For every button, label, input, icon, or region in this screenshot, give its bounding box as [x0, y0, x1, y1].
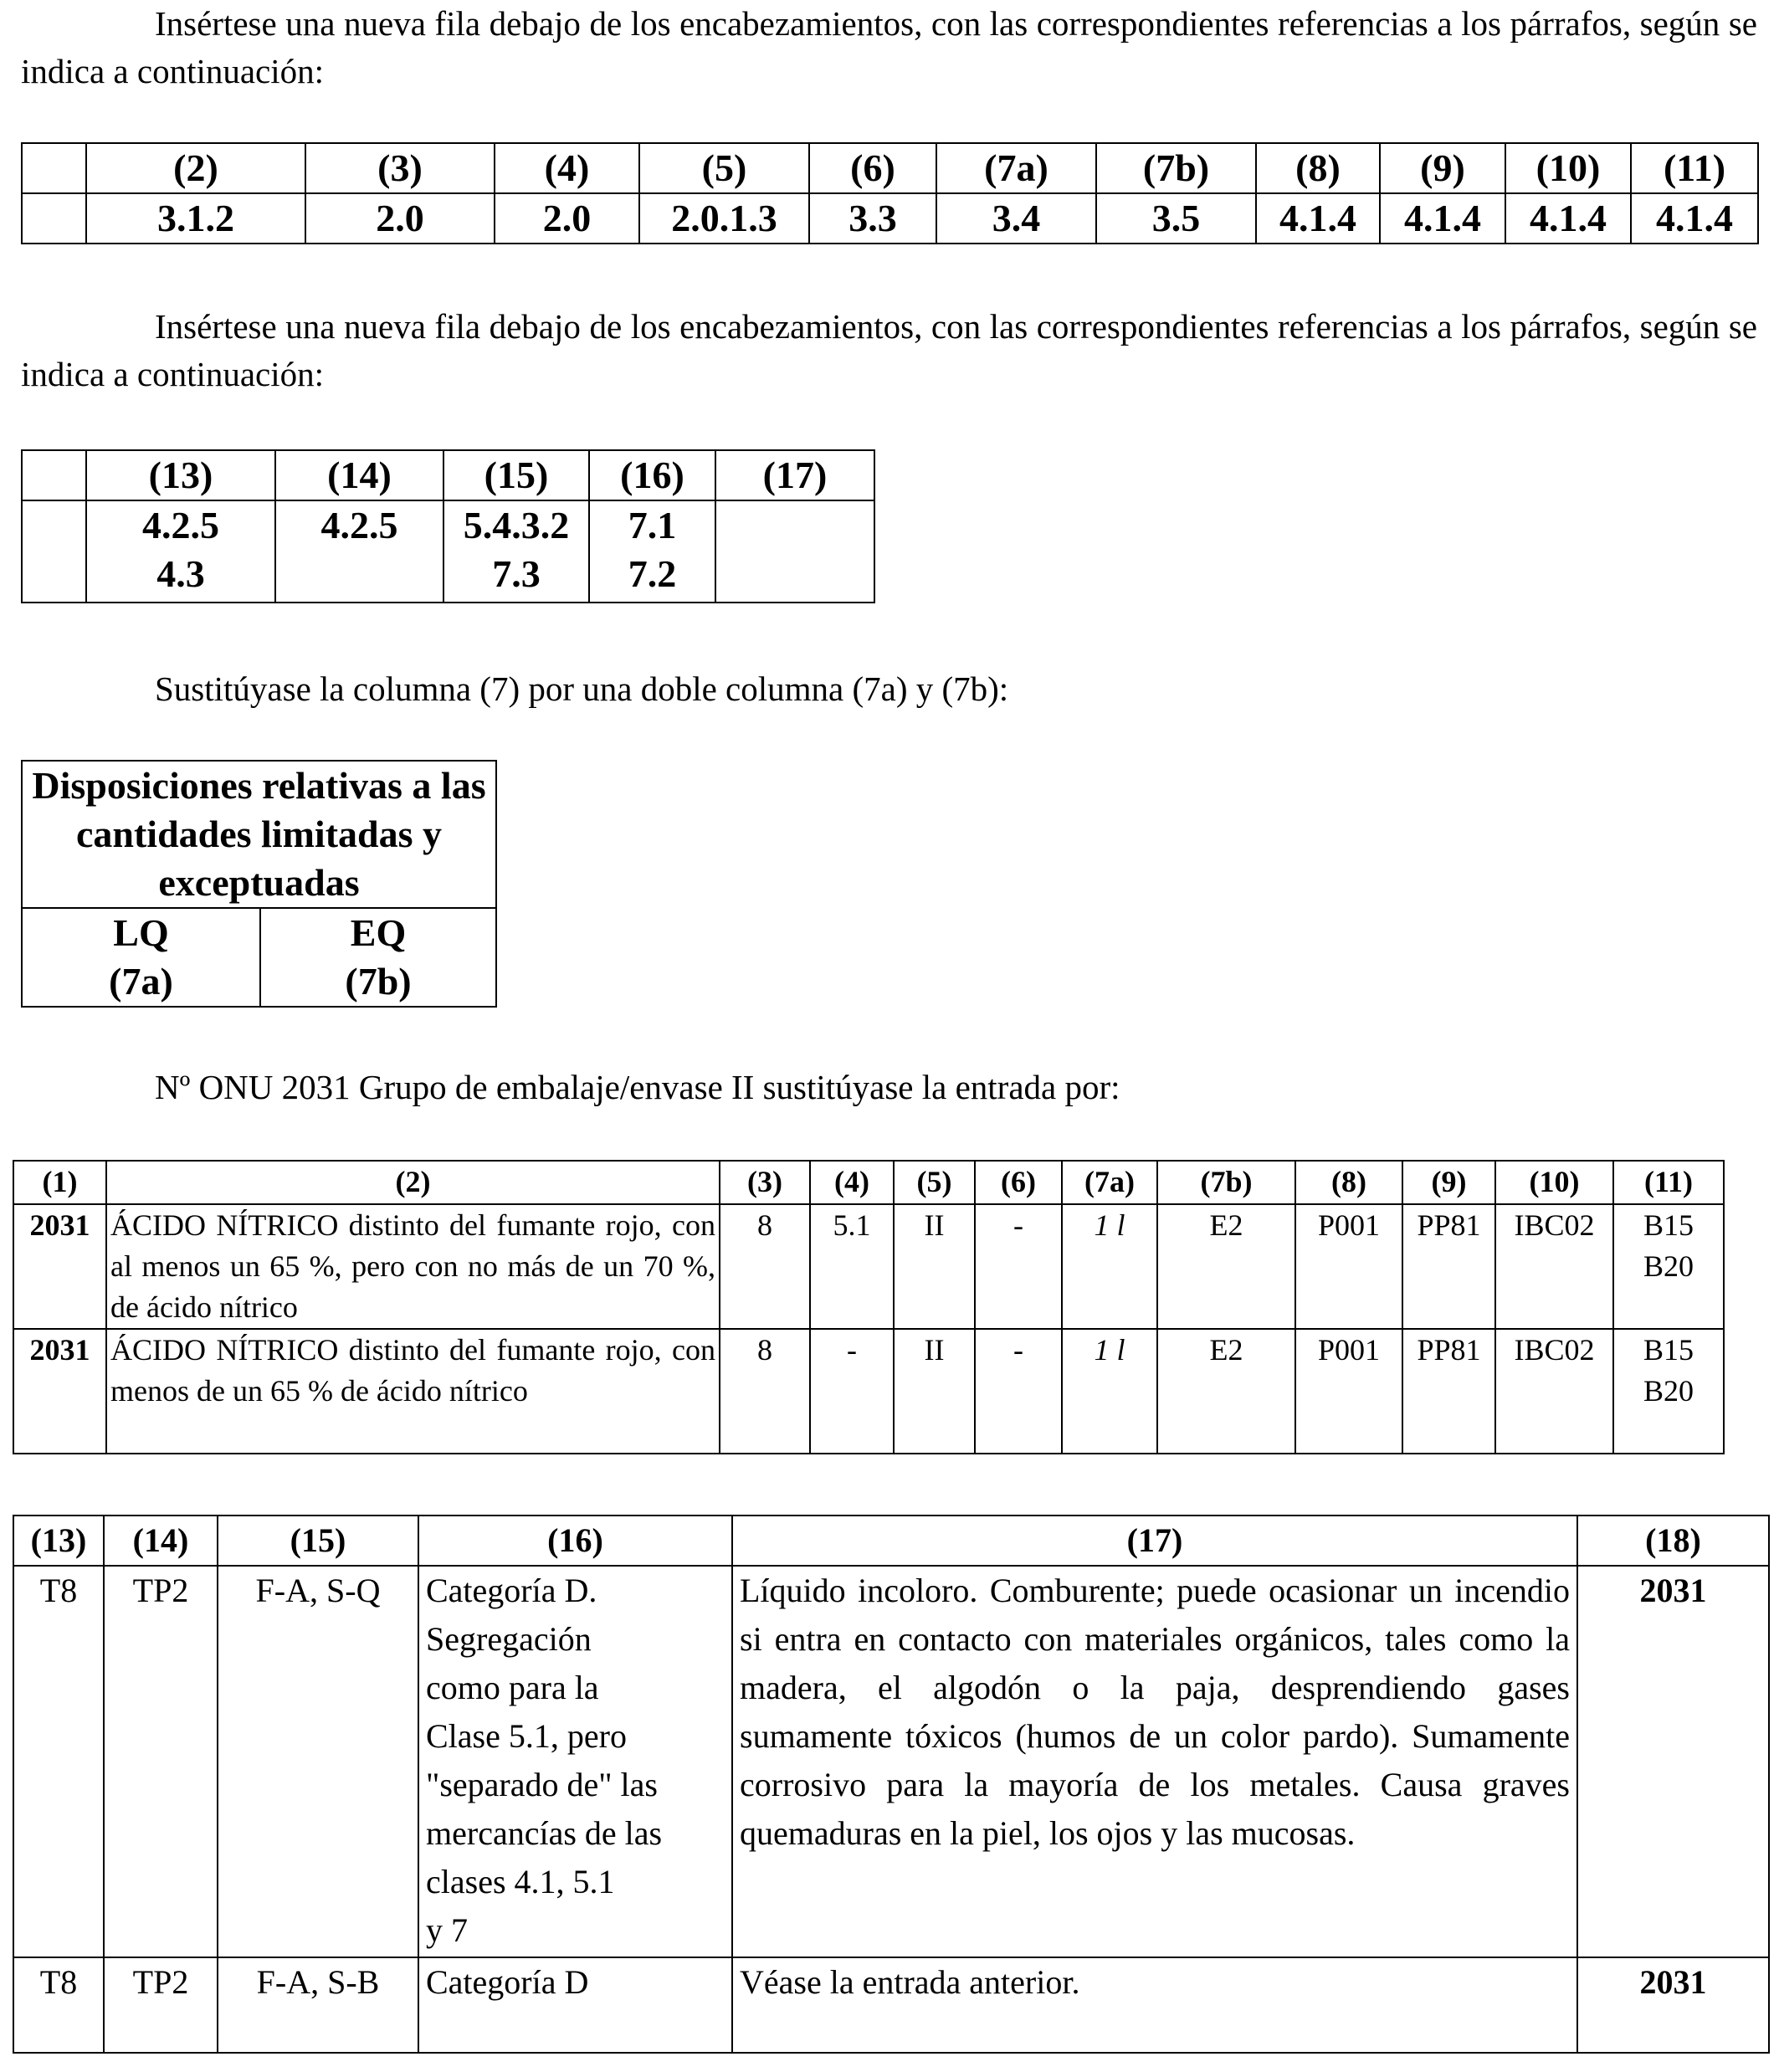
- instruction-paragraph-1: Insértese una nueva fila debajo de los encabezamientos, con las correspondientes referencias a los párrafos, según se indica a continuación:: [21, 4, 1757, 90]
- header-cell: (2): [86, 143, 305, 193]
- ref-cell: 4.1.4: [1505, 193, 1631, 244]
- reference-row: [22, 193, 1758, 244]
- reference-table-2: [21, 449, 875, 603]
- header-cell: (5): [639, 143, 809, 193]
- un-number-cell: 2031: [1577, 1566, 1769, 1957]
- packing-instruction-cell: P001: [1295, 1329, 1402, 1454]
- header-cell: (6): [975, 1161, 1062, 1204]
- header-cell: (11): [1613, 1161, 1724, 1204]
- header-cell: (17): [732, 1516, 1577, 1566]
- ref-cell: [715, 500, 874, 603]
- un-number-cell: 2031: [1577, 1957, 1769, 2053]
- header-cell: (9): [1402, 1161, 1495, 1204]
- eq-cell: EQ (7b): [260, 908, 496, 1007]
- ref-cell: 3.1.2: [86, 193, 305, 244]
- lq-cell: LQ (7a): [22, 908, 260, 1007]
- tank-provision-cell: TP2: [104, 1566, 218, 1957]
- ibc-instruction-cell: IBC02: [1495, 1204, 1613, 1329]
- ref-cell: 2.0: [495, 193, 639, 244]
- stowage-cell: Categoría D. Segregación como para la Clase 5.1, pero "separado de" las mercancías de las clases 4.1, 5.1 y 7: [418, 1566, 732, 1957]
- header-cell: (7a): [1062, 1161, 1157, 1204]
- special-provisions-cell: -: [975, 1329, 1062, 1454]
- header-cell: (10): [1495, 1161, 1613, 1204]
- header-row: [13, 1516, 1769, 1566]
- header-row: [13, 1161, 1724, 1204]
- ref-cell: [22, 193, 86, 244]
- header-cell: (13): [13, 1516, 104, 1566]
- ref-cell: 4.1.4: [1256, 193, 1380, 244]
- entry-table: [13, 1160, 1725, 1454]
- ref-cell: [22, 500, 86, 603]
- header-cell: (16): [589, 450, 715, 500]
- packing-provision-cell: PP81: [1402, 1329, 1495, 1454]
- table-row: [13, 1329, 1724, 1454]
- header-cell: (17): [715, 450, 874, 500]
- header-cell: (8): [1295, 1161, 1402, 1204]
- header-cell: (1): [13, 1161, 106, 1204]
- header-cell: (4): [810, 1161, 894, 1204]
- header-cell: (3): [720, 1161, 810, 1204]
- tank-provision-cell: TP2: [104, 1957, 218, 2053]
- header-cell: (10): [1505, 143, 1631, 193]
- ref-cell: 3.4: [936, 193, 1096, 244]
- description-cell: ÁCIDO NÍTRICO distinto del fumante rojo, con menos de un 65 % de ácido nítrico: [106, 1329, 720, 1454]
- ems-cell: F-A, S-Q: [218, 1566, 418, 1957]
- table-row: [13, 1566, 1769, 1957]
- excepted-quantity-cell: E2: [1157, 1204, 1295, 1329]
- entry-table-continued: [13, 1515, 1770, 2054]
- header-cell: (16): [418, 1516, 732, 1566]
- subsidiary-risk-cell: -: [810, 1329, 894, 1454]
- packing-provision-cell: PP81: [1402, 1204, 1495, 1329]
- header-cell: (14): [104, 1516, 218, 1566]
- instruction-paragraph-2: Insértese una nueva fila debajo de los encabezamientos, con las correspondientes referencias a los párrafos, según se indica a continuación:: [21, 307, 1757, 393]
- header-cell: (4): [495, 143, 639, 193]
- header-cell: (7b): [1096, 143, 1256, 193]
- header-cell: (5): [894, 1161, 975, 1204]
- header-cell: [22, 143, 86, 193]
- properties-cell: Líquido incoloro. Comburente; puede ocasionar un incendio si entra en contacto con materiales orgánicos, tales como la madera, el algodón o la paja, desprendiendo gases sumamente tóxicos (humos de un color pardo). Sumamente corrosivo para la mayoría de los metales. Causa graves quemaduras en la piel, los ojos y las mucosas.: [732, 1566, 1577, 1957]
- ibc-instruction-cell: IBC02: [1495, 1329, 1613, 1454]
- un-number-cell: 2031: [13, 1204, 106, 1329]
- header-cell: (14): [275, 450, 443, 500]
- header-cell: (7b): [1157, 1161, 1295, 1204]
- tank-instruction-cell: T8: [13, 1957, 104, 2053]
- excepted-quantity-cell: E2: [1157, 1329, 1295, 1454]
- limited-quantity-cell: 1 l: [1062, 1204, 1157, 1329]
- class-cell: 8: [720, 1204, 810, 1329]
- header-cell: (9): [1380, 143, 1505, 193]
- instruction-paragraph-4: Nº ONU 2031 Grupo de embalaje/envase II sustitúyase la entrada por:: [155, 1068, 1120, 1106]
- header-cell: (15): [443, 450, 589, 500]
- packing-group-cell: II: [894, 1329, 975, 1454]
- ref-cell: 3.5: [1096, 193, 1256, 244]
- description-cell: ÁCIDO NÍTRICO distinto del fumante rojo, con al menos un 65 %, pero con no más de un 70 %, de ácido nítrico: [106, 1204, 720, 1329]
- class-cell: 8: [720, 1329, 810, 1454]
- table-row: [13, 1957, 1769, 2053]
- properties-cell: Véase la entrada anterior.: [732, 1957, 1577, 2053]
- un-number-cell: 2031: [13, 1329, 106, 1454]
- subsidiary-risk-cell: 5.1: [810, 1204, 894, 1329]
- header-cell: [22, 450, 86, 500]
- title-row: [22, 761, 496, 908]
- reference-table-1: [21, 142, 1759, 244]
- sub-header-row: [22, 908, 496, 1007]
- header-cell: (7a): [936, 143, 1096, 193]
- header-cell: (13): [86, 450, 275, 500]
- ref-cell: 4.2.5 4.3: [86, 500, 275, 603]
- header-cell: (11): [1631, 143, 1758, 193]
- special-provisions-cell: -: [975, 1204, 1062, 1329]
- ref-cell: 2.0.1.3: [639, 193, 809, 244]
- ref-cell: 4.1.4: [1631, 193, 1758, 244]
- ems-cell: F-A, S-B: [218, 1957, 418, 2053]
- header-row: [22, 450, 874, 500]
- ref-cell: 2.0: [305, 193, 495, 244]
- ref-cell: 4.1.4: [1380, 193, 1505, 244]
- packing-group-cell: II: [894, 1204, 975, 1329]
- stowage-cell: Categoría D: [418, 1957, 732, 2053]
- instruction-paragraph-3: Sustitúyase la columna (7) por una doble columna (7a) y (7b):: [155, 669, 1009, 708]
- limited-quantity-cell: 1 l: [1062, 1329, 1157, 1454]
- header-cell: (3): [305, 143, 495, 193]
- header-cell: (8): [1256, 143, 1380, 193]
- table-row: [13, 1204, 1724, 1329]
- ibc-provision-cell: B15 B20: [1613, 1204, 1724, 1329]
- tank-instruction-cell: T8: [13, 1566, 104, 1957]
- quantities-table: [21, 760, 497, 1008]
- header-cell: (18): [1577, 1516, 1769, 1566]
- table-title: Disposiciones relativas a las cantidades limitadas y exceptuadas: [22, 761, 496, 908]
- ref-cell: 7.1 7.2: [589, 500, 715, 603]
- ref-cell: 3.3: [809, 193, 936, 244]
- reference-row: [22, 500, 874, 603]
- header-cell: (2): [106, 1161, 720, 1204]
- header-cell: (15): [218, 1516, 418, 1566]
- ref-cell: 5.4.3.2 7.3: [443, 500, 589, 603]
- packing-instruction-cell: P001: [1295, 1204, 1402, 1329]
- ibc-provision-cell: B15 B20: [1613, 1329, 1724, 1454]
- header-row: [22, 143, 1758, 193]
- header-cell: (6): [809, 143, 936, 193]
- ref-cell: 4.2.5: [275, 500, 443, 603]
